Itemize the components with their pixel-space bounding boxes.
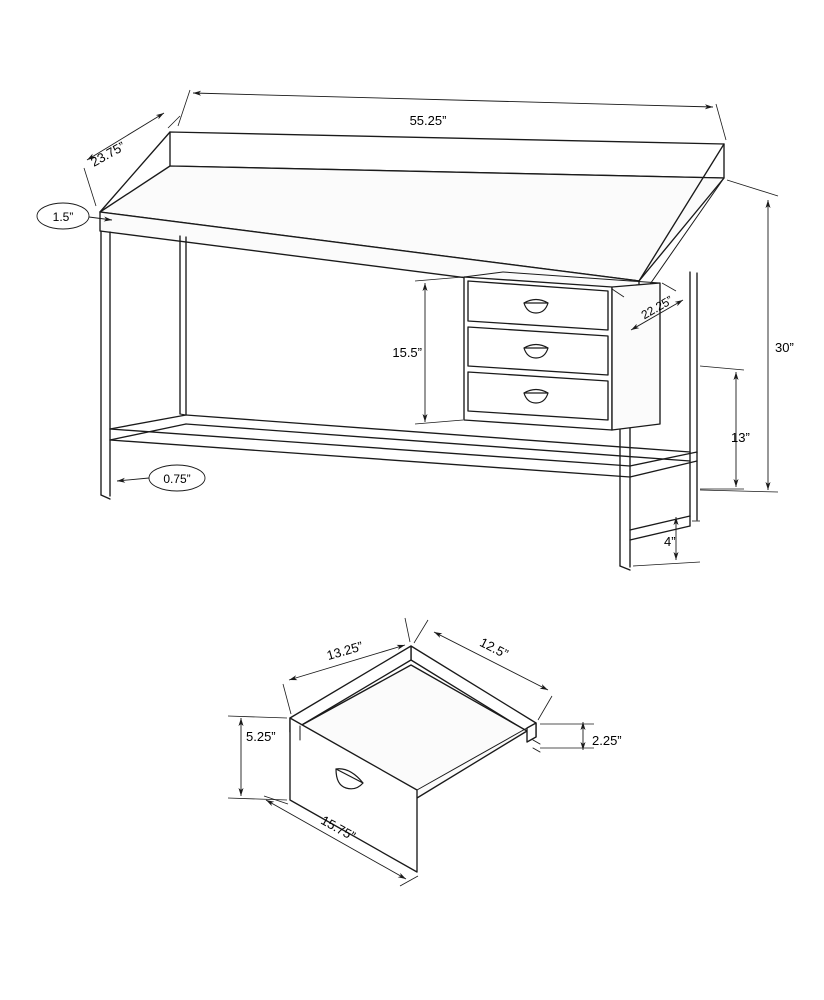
dimension-leg-width-label: 0.75” xyxy=(163,472,191,486)
dimension-top-thickness-label: 1.5” xyxy=(52,210,74,224)
desk-top xyxy=(100,132,724,300)
dimension-cabinet-depth-label: 22.25” xyxy=(638,292,676,323)
dimension-drawer-face-height xyxy=(228,716,287,800)
dimension-overall-height-label: 30” xyxy=(775,340,794,355)
desk-assembly-view xyxy=(37,90,794,570)
dimension-drawer-bank-height-label: 15.5” xyxy=(392,345,422,360)
dimension-drawer-box-height xyxy=(540,722,622,750)
dimension-drawer-face-width-label: 15.75” xyxy=(318,812,358,844)
dimension-drawer-inner-width-label: 13.25” xyxy=(324,638,365,663)
dimension-drawer-inner-depth-label: 12.5” xyxy=(477,634,511,662)
dimension-drawer-face-height-label: 5.25” xyxy=(246,729,276,744)
dimension-width xyxy=(178,90,726,140)
dimension-depth-label: 23.75” xyxy=(88,138,128,170)
dimension-drawer-box-height-label: 2.25” xyxy=(592,733,622,748)
drawer-middle[interactable] xyxy=(468,327,608,375)
dimension-width-label: 55.25” xyxy=(409,113,447,128)
drawer-detail-view xyxy=(228,618,622,886)
dimension-drawer-bank-height xyxy=(392,277,463,424)
dimension-clearance-label: 13” xyxy=(731,430,750,445)
dimension-overall-height xyxy=(700,180,794,492)
drawer-box xyxy=(290,646,540,872)
dimension-clearance xyxy=(700,366,750,489)
drawer-bottom[interactable] xyxy=(468,372,608,420)
dimension-leg-width xyxy=(117,465,205,491)
dimension-stretcher-height-label: 4” xyxy=(664,534,676,549)
